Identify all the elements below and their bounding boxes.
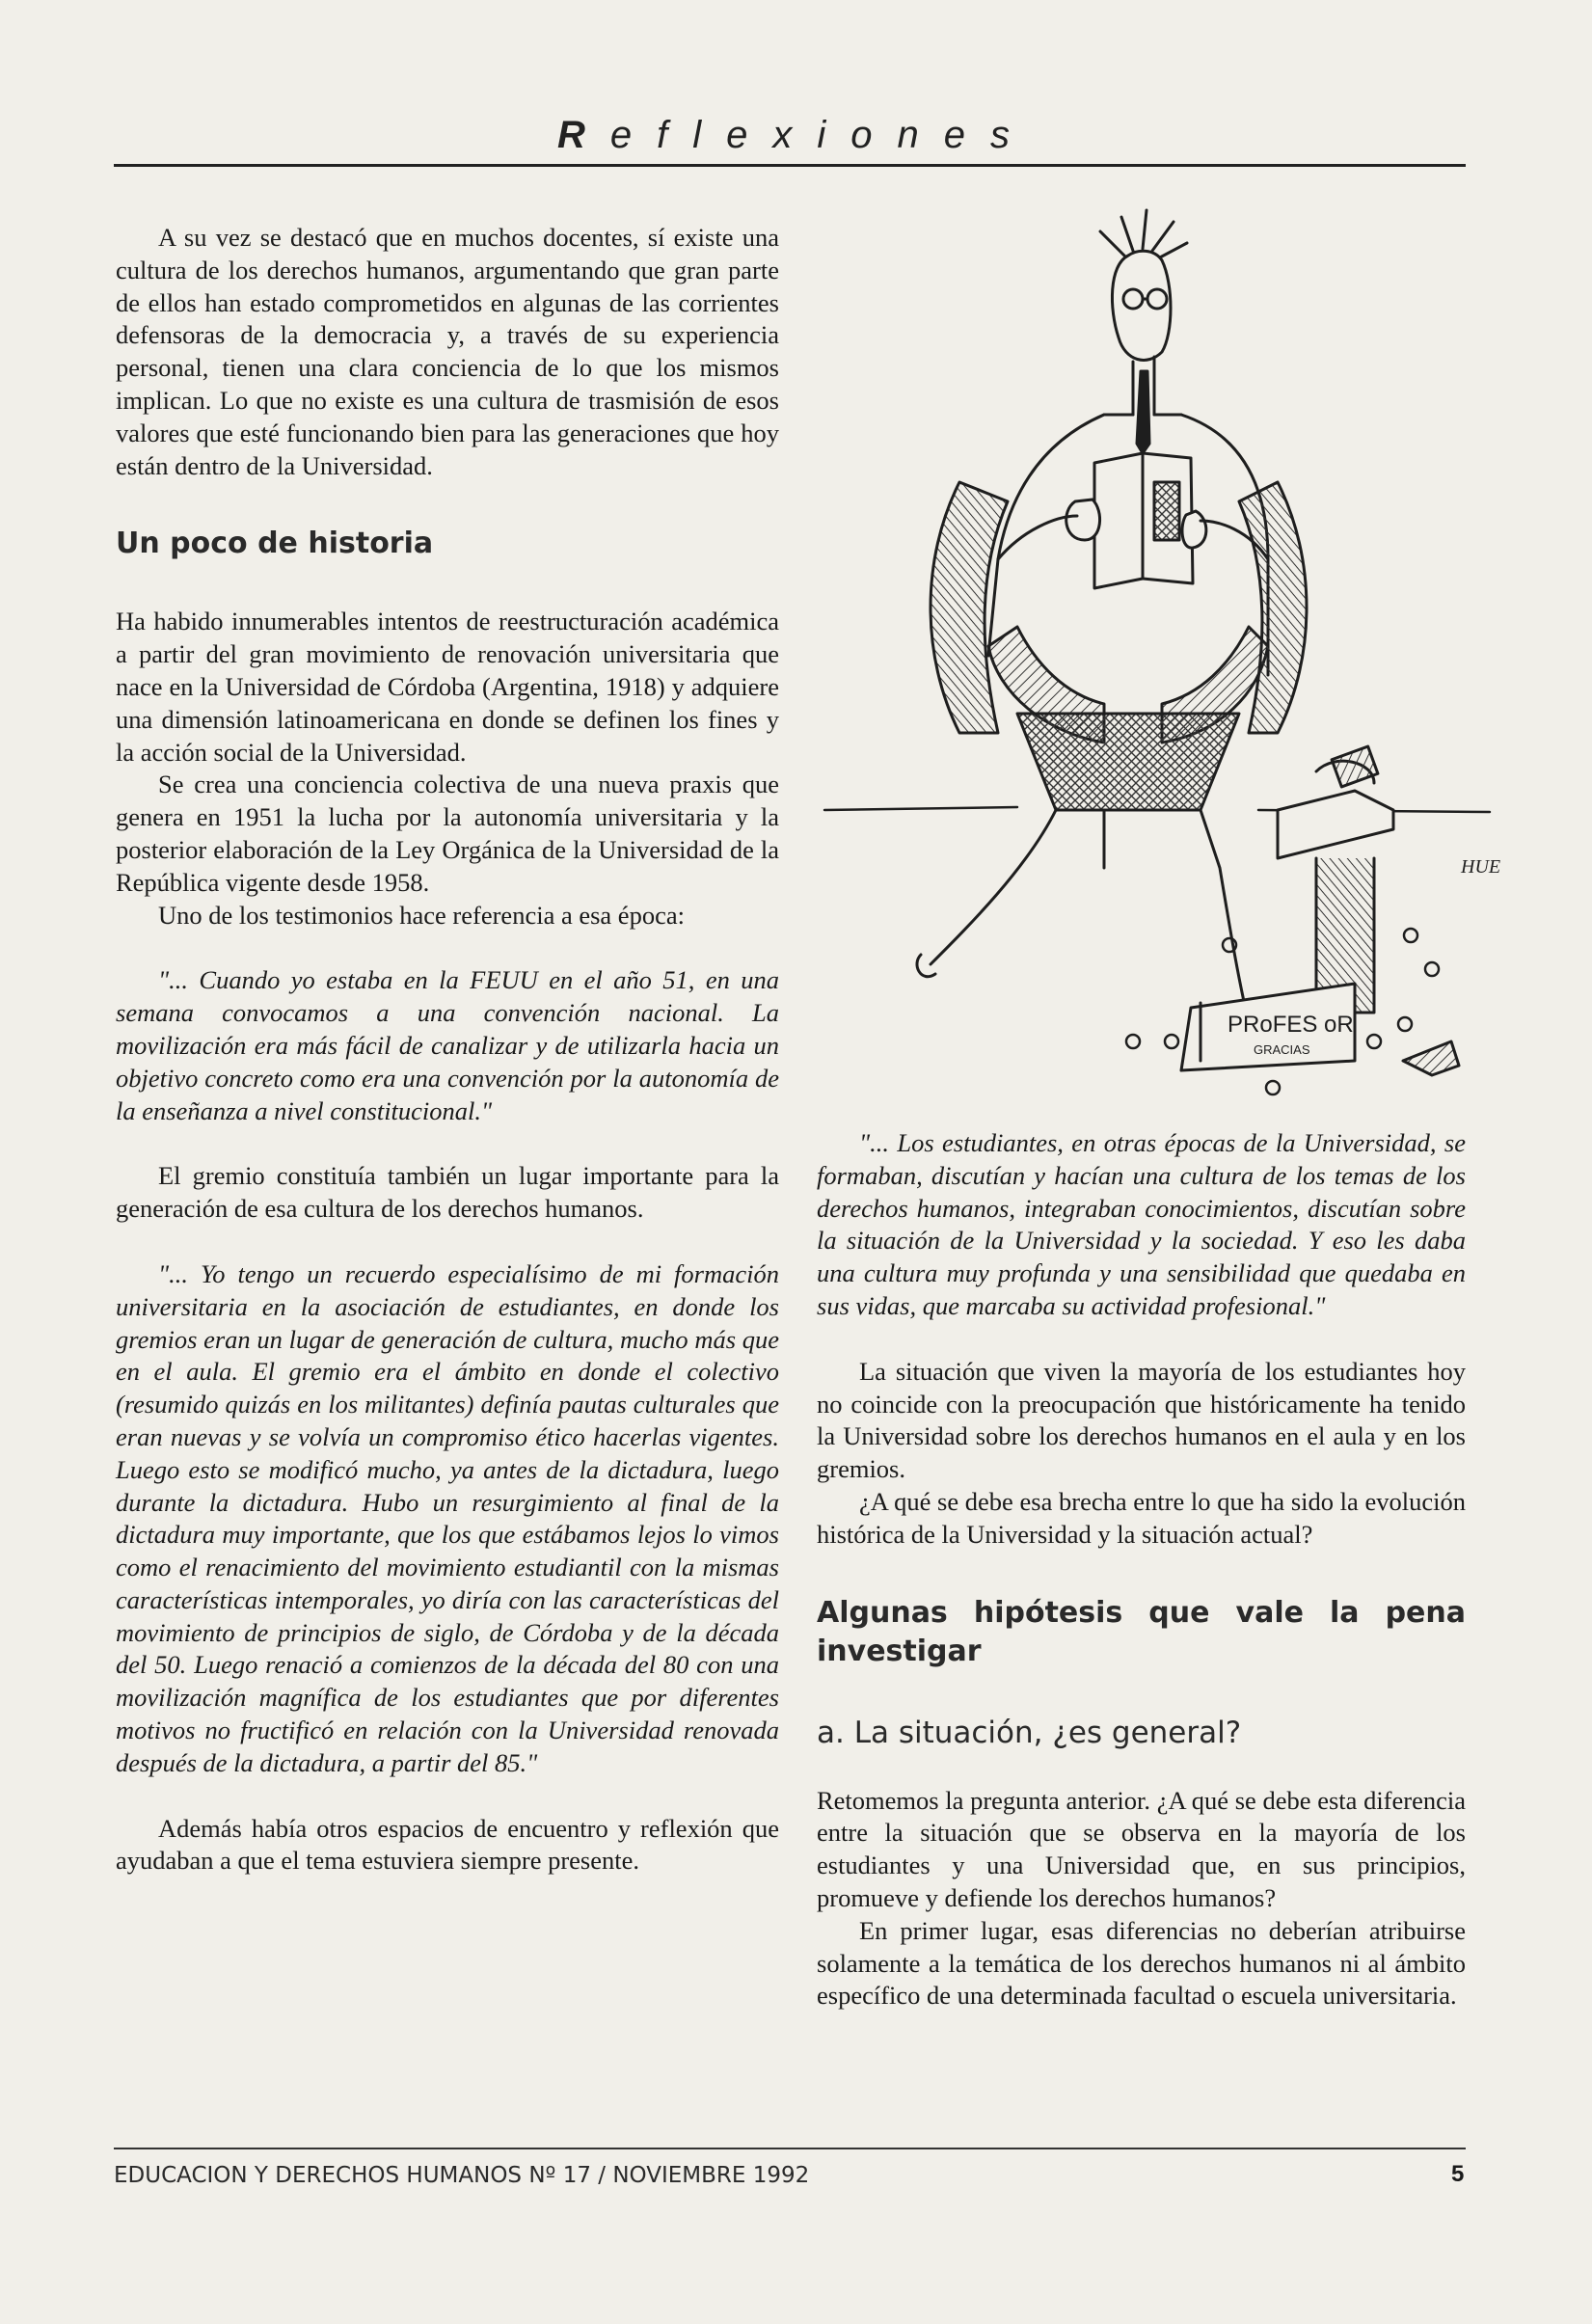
paragraph: La situación que viven la mayoría de los estudiantes hoy no coincide con la preocupación que históricamente ha tenido la Universidad sobre los derechos humanos en el aula y en los gremios. <box>817 1356 1466 1484</box>
right-column <box>817 1127 1466 2013</box>
paragraph: Uno de los testimonios hace referencia a esa época: <box>158 900 685 930</box>
paragraph: Además había otros espacios de encuentro y reflexión que ayudaban a que el tema estuviera siempre presente. <box>116 1813 779 1876</box>
testimony-quote: "... Los estudiantes, en otras épocas de la Universidad, se formaban, discutían y hacían una cultura de los temas de los derechos humanos, integraban conocimientos, discutían sobre la situación de la Universidad y la sociedad. Y eso les daba una cultura muy profunda y una sensibilidad que quedaba en sus vidas, que marcaba su actividad profesional." <box>817 1128 1466 1320</box>
paragraph: Retomemos la pregunta anterior. ¿A qué se debe esta diferencia entre la situación que se observa en la mayoría de los estudiantes y una Universidad que, en sus principios, promueve y defiende los derechos humanos? <box>817 1785 1466 1912</box>
chair-back-left <box>931 482 1008 733</box>
section-heading-historia: Un poco de historia <box>116 527 434 561</box>
sign-subtext: GRACIAS <box>1254 1042 1310 1057</box>
artist-signature: HUE <box>1461 856 1501 878</box>
sign-text: PRoFES oR <box>1228 1012 1354 1038</box>
paragraph: Ha habido innumerables intentos de reestructuración académica a partir del gran movimiento de renovación universitaria que nace en la Universidad de Córdoba (Argentina, 1918) y adquiere una dimensión latinoamericana en donde se definen los fines y la acción social de la Universidad. <box>116 607 779 767</box>
header-rule <box>114 164 1466 167</box>
testimony-quote: "... Cuando yo estaba en la FEUU en el año 51, en una semana convocamos a una convención nacional. La movilización era más fácil de canalizar y de utilizarla hacia un objetivo concreto como era una convención por la autonomía de la enseñanza a nivel constitucional." <box>116 965 779 1125</box>
testimony-quote: "... Yo tengo un recuerdo especialísimo de mi formación universitaria en la asociación de estudiantes, en donde los gremios eran un lugar de generación de cultura, mucho más que en el aula. El gremio era el ámbito en donde el colectivo (resumido quizás en los militantes) definía pautas culturales que eran nuevas y se volvía un compromiso ético hacerlas vigentes. Luego esto se modificó mucho, ya antes de la dictadura, luego durante la dictadura. Hubo un resurgimiento al final de la dictadura muy importante, que los que estábamos lejos lo vimos como el renacimiento del movimiento estudiantil con la mismas características intemporales, yo diría con las características del movimiento de principios de siglo, de Córdoba y de la década del 50. Luego renació a comienzos de la década del 80 con una movilización magnífica de los estudiantes que por diferentes motivos no fructificó en relación con la Universidad renovada después de la dictadura, a partir del 85." <box>116 1258 779 1777</box>
paragraph: ¿A qué se debe esa brecha entre lo que ha sido la evolución histórica de la Universidad y la situación actual? <box>817 1486 1466 1549</box>
desk <box>1278 791 1393 858</box>
left-column <box>116 222 779 1878</box>
paragraph: Se crea una conciencia colectiva de una nueva praxis que genera en 1951 la lucha por la autonomía universitaria y la posterior elaboración de la Ley Orgánica de la Universidad de la República vigente desde 1958. <box>116 770 779 897</box>
seat-cloth <box>1017 714 1239 810</box>
section-title-rest: eflexiones <box>609 114 1035 156</box>
publication-footer: EDUCACION Y DERECHOS HUMANOS Nº 17 / NOVIEMBRE 1992 <box>114 2163 810 2188</box>
paragraph: En primer lugar, esas diferencias no deberían atribuirse solamente a la temática de los derechos humanos ni al ámbito específico de una determinada facultad o escuela universitaria. <box>817 1915 1466 2011</box>
footer-rule <box>114 2148 1466 2149</box>
section-title <box>0 114 1592 157</box>
chair-back-right <box>1239 482 1307 733</box>
paragraph: El gremio constituía también un lugar importante para la generación de esa cultura de los derechos humanos. <box>116 1161 779 1224</box>
cartoon-illustration <box>815 193 1501 1119</box>
subsection-heading: a. La situación, ¿es general? <box>817 1715 1242 1750</box>
intro-paragraph: A su vez se destacó que en muchos docentes, sí existe una cultura de los derechos humanos, argumentando que gran parte de ellos han estado comprometidos en algunas de las corrientes defensoras de la democracia y, a través de su experiencia personal, tienen una clara conciencia de lo que los mismos implican. Lo que no existe es una cultura de trasmisión de esos valores que esté funcionando bien para las generaciones que hoy están dentro de la Universidad. <box>116 223 779 480</box>
book <box>1094 453 1143 588</box>
page-number: 5 <box>1451 2161 1465 2187</box>
section-title-initial: R <box>556 114 610 156</box>
section-heading-hipotesis: Algunas hipótesis que vale la pena investigar <box>817 1595 1466 1668</box>
